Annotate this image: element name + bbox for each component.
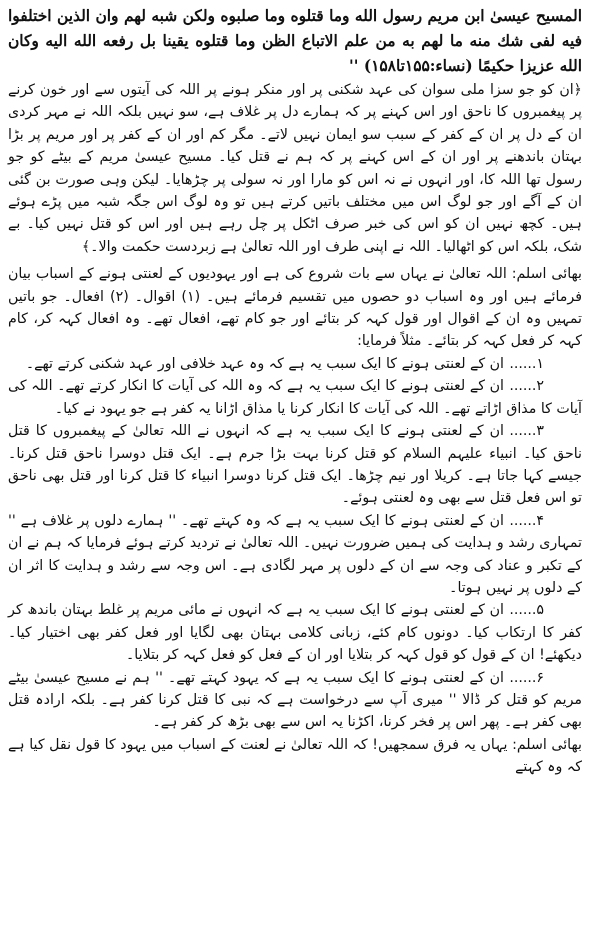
list-item (8, 420, 582, 510)
item-text: ان کے لعنتی ہونے کا ایک سبب یہ ہے کہ وہ اللہ کی آیات کا انکار کرتے تھے۔ اللہ کی آیات کا مذاق اڑاتے تھے۔ اللہ کی آیات کا انکار کرنا یا مذاق اڑانا یہ کفر ہے جو یہود نے کیا۔ (8, 378, 582, 417)
item-text: ان کے لعنتی ہونے کا ایک سبب یہ ہے کہ انہوں نے اللہ تعالیٰ کے پیغمبروں کا قتل ناحق کیا۔ انبیاء علیہم السلام کو قتل کرنا بہت بڑا جرم ہے۔ ایک قتل دوسرا ناحق قتل کرنا۔ جیسے کہا جاتا ہے۔ کریلا اور نیم چڑھا۔ ایک قتل کرنا دوسرا انبیاء کا قتل کرنا اور قتل بھی ناحق تو اس فعل قتل سے بھی وہ لعنتی ہوئے۔ (8, 423, 582, 507)
item-number: ۲...... (509, 378, 544, 395)
item-number: ۶...... (509, 669, 544, 686)
item-text: ان کے لعنتی ہونے کا ایک سبب یہ ہے کہ وہ عہد خلافی اور عہد شکنی کرتے تھے۔ (25, 355, 504, 372)
item-number: ۵...... (509, 602, 544, 619)
list-item (8, 667, 582, 734)
closing-paragraph: بھائی اسلم: یہاں یہ فرق سمجھیں! کہ اللہ تعالیٰ نے لعنت کے اسباب میں یہود کا قول نقل کیا ہے کہ وہ کہتے (8, 736, 582, 776)
list-item (8, 353, 582, 375)
item-number: ۱...... (509, 355, 544, 372)
list-item (8, 375, 582, 420)
intro-paragraph: بھائی اسلم: اللہ تعالیٰ نے یہاں سے بات شروع کی ہے اور یہودیوں کے لعنتی ہونے کے اسباب بیان فرمائے ہیں اور وہ اسباب دو حصوں میں تقسیم فرمائے ہیں۔ (۱) اقوال۔ (۲) افعال۔ جو باتیں تمہیں وہ ان کے اقوال اور قول کہہ کر بتائے اور جو کام تھے، افعال تھے۔ وہ افعال کہہ کر، کام کہہ کر فعل کہہ کر بتائے۔ مثلاً فرمایا: (8, 266, 582, 350)
list-item (8, 510, 582, 600)
list-item (8, 599, 582, 666)
item-text: ان کے لعنتی ہونے کا ایک سبب یہ ہے کہ یہود کہتے تھے۔ '' ہم نے مسیح عیسیٰ بیٹے مریم کو قتل کر ڈالا '' میری آپ سے درخواست ہے کہ نبی کا قتل کرنا کفر ہے۔ بلکہ ارادہ قتل بھی کفر ہے۔ پھر اس پر فخر کرنا، اکڑنا یہ اس سے بھی بڑھ کر کفر ہے۔ (8, 669, 582, 731)
item-number: ۳...... (509, 423, 544, 440)
verse-translation: ﴿ان کو جو سزا ملی سوان کی عہد شکنی پر اور منکر ہونے پر اللہ کی آیتوں سے اور خون کرنے پر پیغمبروں کا ناحق اور اس کہنے پر کہ ہمارے دل پر غلاف ہے، سو نہیں بلکہ اللہ نے مہر کردی ان کے دل پر ان کے کفر کے سبب سو ایمان نہیں لاتے۔ مگر کم اور ان کے کفر پر اور مریم پر بڑا بہتان باندھنے پر اور ان کے اس کہنے پر کہ ہم نے قتل کیا۔ مسیح عیسیٰ مریم کے بیٹے کو جو رسول تھا اللہ کا، اور انہوں نے نہ اس کو مارا اور نہ سولی پر چڑھایا۔ لیکن وہی صورت بن گئی ان کے آگے اور جو لوگ اس میں مختلف باتیں کرتے ہیں تو وہ لوگ اس جگہ شبہ میں پڑے ہوئے ہیں۔ کچھ نہیں ان کو اس کی خبر صرف اٹکل پر چل رہے ہیں اور اس کو قتل نہیں کیا۔ بے شک، بلکہ اس کو اٹھالیا۔ اللہ نے اپنی طرف اور اللہ تعالیٰ ہے زبردست حکمت والا۔﴾ (8, 82, 582, 255)
item-text: ان کے لعنتی ہونے کا ایک سبب یہ ہے کہ انہوں نے مائی مریم پر غلط بہتان باندھ کر کفر کا ارتکاب کیا۔ دونوں کام کئے، زبانی کلامی بہتان بھی لگایا اور فعل کفر بھی اختیار کیا۔ دیکھئے! ان کے قول کو قول کہہ کر بتلایا اور ان کے فعل کو فعل کہہ کر بتلایا۔ (8, 602, 582, 664)
item-text: ان کے لعنتی ہونے کا ایک سبب یہ ہے کہ وہ کہتے تھے۔ '' ہمارے دلوں پر غلاف ہے '' تمہاری رشد و ہدایت کی ہمیں ضرورت نہیں۔ اللہ تعالیٰ نے تردید کرتے ہوئے فرمایا کہ ہم نے ان کے تکبر و عناد کی وجہ سے ان کے دلوں پر مہر لگادی ہے۔ اس وجہ سے رشد و ہدایت کا اثر ان کے دلوں پر نہیں ہوتا۔ (8, 512, 582, 596)
arabic-verse: المسيح عيسىٰ ابن مريم رسول الله وما قتلوه وما صلبوه ولكن شبه لهم وان الذين اختلفوا فيه لفی شك منه ما لهم به من علم الاتباع الظن وما قتلوه يقينا بل رفعه الله اليه وكان الله عزيزا حكيمًا (نساء:۱۵۵تا۱۵۸) '' (8, 7, 582, 75)
item-number: ۴...... (509, 512, 544, 529)
